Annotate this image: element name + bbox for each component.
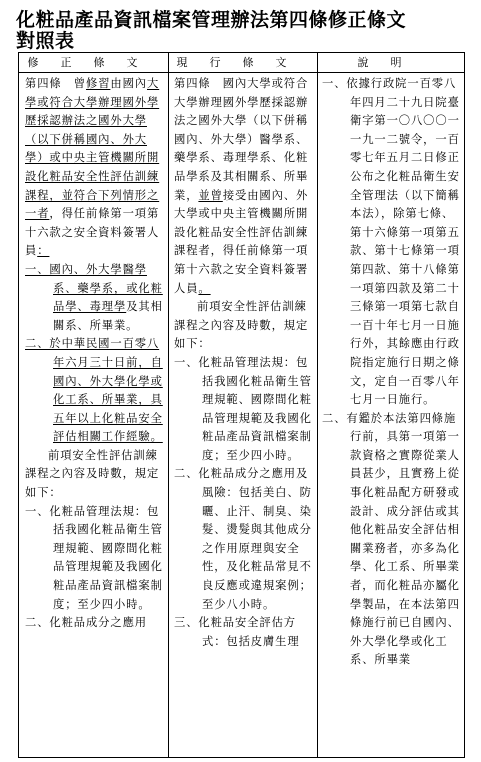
header-amended: 修正條文	[27, 56, 160, 69]
current-column	[174, 75, 314, 757]
header-explanation: 說明	[357, 56, 424, 69]
column-divider	[168, 53, 169, 757]
current-clause-1: 一、化粧品管理法規：包括我國化粧品衛生管理規範、國際間化粧品管理規範及我國化粧品產品資訊檔案制度；至少四小時。	[174, 355, 312, 462]
explanation-item-1: 一、依據行政院一百零八年四月二十九日院臺衛字第一〇八〇〇一一九一二號令，一百零七年五月二日修正公布之化粧品衛生安全管理法（以下簡稱本法），除第七條、第十六條第一項第五款、第十七條第一項第四款、第十八條第一項第四款及第二十三條第一項第七款自一百十年七月一日施行外，其餘應由行政院指定施行日期之條文，定自一百零八年七月一日施行。	[322, 77, 460, 407]
column-divider	[317, 53, 318, 757]
current-paragraph-1: 第四條 國內大學或符合大學辦理國外學歷採認辦法之國外大學（以下併稱國內、外大學）醫學系、藥學系、毒理學系、化粧品學系及其相關系、所畢業，並曾接受由國內、外大學或中央主管機關所開設化粧品安全性評估訓練課程者，得任前條第一項第十六款之安全資料簽署人員。	[174, 77, 309, 295]
current-clause-3: 三、化粧品安全評估方式：包括皮膚生理	[174, 616, 300, 648]
comparison-table	[18, 52, 465, 758]
title-line-1: 化粧品產品資訊檔案管理辦法第四條修正條文	[16, 9, 407, 31]
amended-paragraph-2: 前項安全性評估訓練課程之內容及時數，規定如下：	[25, 448, 160, 500]
current-clause-2: 二、化粧品成分之應用及風險：包括美白、防曬、止汗、制臭、染髮、燙髮與其他成分之作用原理與安全性，及化粧品常見不良反應或違規案例；至少八小時。	[174, 467, 312, 611]
explanation-item-2: 二、有鑑於本法第四條施行前，具第一項第一款資格之實際從業人員甚少，且實務上從事化粧品配方研發或設計、成分評估或其他化粧品安全評估相關業務者，亦多為化學、化工系、所畢業者，而化粧品亦屬化學製品，在本法第四條施行前已自國內、外大學化學或化工系、所畢業	[322, 411, 460, 667]
amended-item-2: 二、於中華民國一百零八年六月三十日前，自國內、外大學化學或化工系、所畢業，具五年以上化粧品安全評估相關工作經驗。	[25, 337, 163, 444]
amended-item-1: 一、國內、外大學醫學系、藥學系，或化粧品學、毒理學及其相關系、所畢業。	[25, 262, 163, 332]
explanation-column	[322, 75, 461, 757]
table-header-row	[19, 53, 464, 73]
amended-column	[25, 75, 164, 757]
amended-clause-1: 一、化粧品管理法規：包括我國化粧品衛生管理規範、國際間化粧品管理規範及我國化粧品產品資訊檔案制度；至少四小時。	[25, 504, 163, 611]
title-line-2: 對照表	[16, 30, 75, 52]
amended-paragraph-1: 第四條 曾修習由國內大學或符合大學辦理國外學歷採認辦法之國外大學（以下併稱國內、外大學）或中央主管機關所開設化粧品安全性評估訓練課程，並符合下列情形之一者，得任前條第一項第十六款之安全資料簽署人員：	[25, 77, 160, 258]
current-paragraph-2: 前項安全性評估訓練課程之內容及時數，規定如下：	[174, 300, 309, 351]
amended-clause-2: 二、化粧品成分之應用	[25, 616, 147, 630]
document-title	[16, 10, 468, 52]
header-current: 現行條文	[176, 56, 309, 69]
